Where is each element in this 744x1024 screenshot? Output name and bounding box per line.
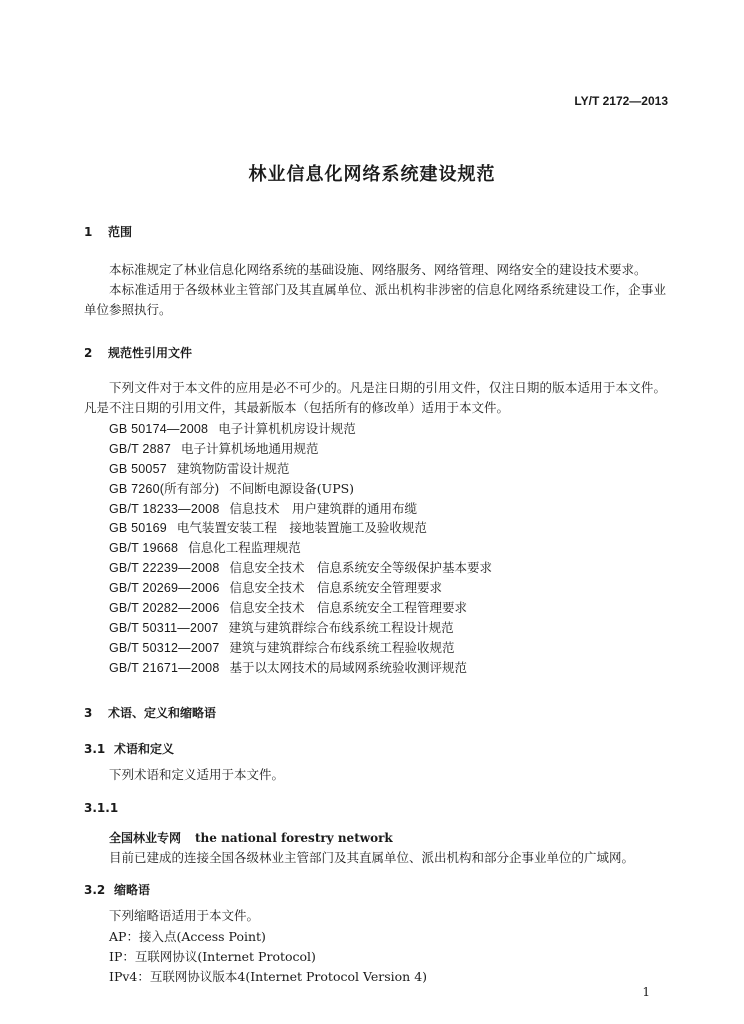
term-definition: 目前已建成的连接全国各级林业主管部门及其直属单位、派出机构和部分企事业单位的广域网。 [109,850,635,865]
page-number: 1 [642,985,650,999]
term-english: the national forestry network [195,831,393,845]
abbreviations-intro: 下列缩略语适用于本文件。 [109,908,260,923]
section-3-heading [84,704,216,721]
reference-item [109,598,492,618]
section-3-1-heading [84,740,174,757]
section-3-2-title: 缩略语 [114,883,151,897]
reference-title: 信息安全技术 信息系统安全等级保护基本要求 [229,560,492,576]
section-3-number: 3 [84,706,93,720]
reference-item [109,578,492,598]
scope-paragraph-2: 本标准适用于各级林业主管部门及其直属单位、派出机构非涉密的信息化网络系统建设工作，企事业单位参照执行。 [84,282,666,317]
abbreviation-item: IPv4：互联网协议版本4(Internet Protocol Version 4) [109,969,428,984]
section-2-title: 规范性引用文件 [108,346,193,360]
reference-code: GB/T 50311—2007 [109,620,219,635]
section-2-intro-block [84,378,666,418]
reference-code: GB 7260(所有部分) [109,481,220,496]
reference-title: 信息安全技术 信息系统安全管理要求 [229,580,442,596]
reference-title: 电气装置安装工程 接地装置施工及验收规范 [176,520,427,536]
reference-code: GB 50057 [109,461,167,476]
reference-item [109,439,492,459]
section-2-heading [84,344,192,361]
reference-item [109,538,492,558]
abbreviation-item: IP：互联网协议(Internet Protocol) [109,949,316,964]
section-3-2-heading [84,881,150,898]
section-1-heading [84,223,132,240]
scope-paragraph-1: 本标准规定了林业信息化网络系统的基础设施、网络服务、网络管理、网络安全的建设技术要求。 [109,262,647,277]
section-3-2-number: 3.2 [84,883,106,897]
reference-title: 建筑与建筑群综合布线系统工程验收规范 [229,639,455,655]
reference-item [109,518,492,538]
section-1-body [84,260,666,320]
section-2-number: 2 [84,346,93,360]
reference-title: 电子计算机场地通用规范 [181,440,319,456]
reference-title: 信息安全技术 信息系统安全工程管理要求 [229,600,467,616]
reference-code: GB/T 21671—2008 [109,660,220,675]
section-3-1-title: 术语和定义 [114,742,175,756]
section-3-1-number: 3.1 [84,742,106,756]
reference-title: 电子计算机机房设计规范 [218,421,356,436]
reference-title: 建筑物防雷设计规范 [176,460,290,476]
abbreviation-item: AP：接入点(Access Point) [109,929,266,944]
reference-title: 基于以太网技术的局域网系统验收测评规范 [229,659,467,675]
standard-code: LY/T 2172—2013 [574,94,668,108]
section-1-title: 范围 [108,225,133,239]
reference-code: GB 50174—2008 [109,422,209,436]
term-chinese: 全国林业专网 [109,831,182,845]
reference-code: GB/T 20282—2006 [109,601,220,616]
reference-item [109,558,492,578]
reference-title: 信息技术 用户建筑群的通用布缆 [229,500,417,516]
reference-code: GB/T 50312—2007 [109,640,220,655]
reference-item [109,638,492,658]
reference-title: 建筑与建筑群综合布线系统工程设计规范 [228,619,454,635]
references-intro: 下列文件对于本文件的应用是必不可少的。凡是注日期的引用文件，仅注日期的版本适用于本文件。凡是不注日期的引用文件，其最新版本（包括所有的修改单）适用于本文件。 [84,380,666,415]
reference-code: GB/T 20269—2006 [109,581,220,596]
reference-item [109,419,492,439]
reference-item [109,479,492,499]
reference-title: 不间断电源设备(UPS) [229,480,355,496]
term-number: 3.1.1 [84,801,119,815]
reference-item [109,499,492,519]
abbreviations-list [109,927,427,987]
reference-title: 信息化工程监理规范 [188,540,301,556]
reference-code: GB/T 2887 [109,441,172,456]
section-3-title: 术语、定义和缩略语 [108,706,217,720]
reference-code: GB 50169 [109,521,167,536]
reference-item [109,618,492,638]
reference-code: GB/T 22239—2008 [109,561,220,576]
normative-references-list [109,419,492,678]
document-title: 林业信息化网络系统建设规范 [248,164,496,185]
term-entry [109,829,393,846]
reference-code: GB/T 19668 [109,541,179,556]
reference-code: GB/T 18233—2008 [109,501,220,516]
reference-item [109,459,492,479]
section-1-number: 1 [84,225,93,239]
terms-intro: 下列术语和定义适用于本文件。 [109,767,285,782]
reference-item [109,658,492,678]
